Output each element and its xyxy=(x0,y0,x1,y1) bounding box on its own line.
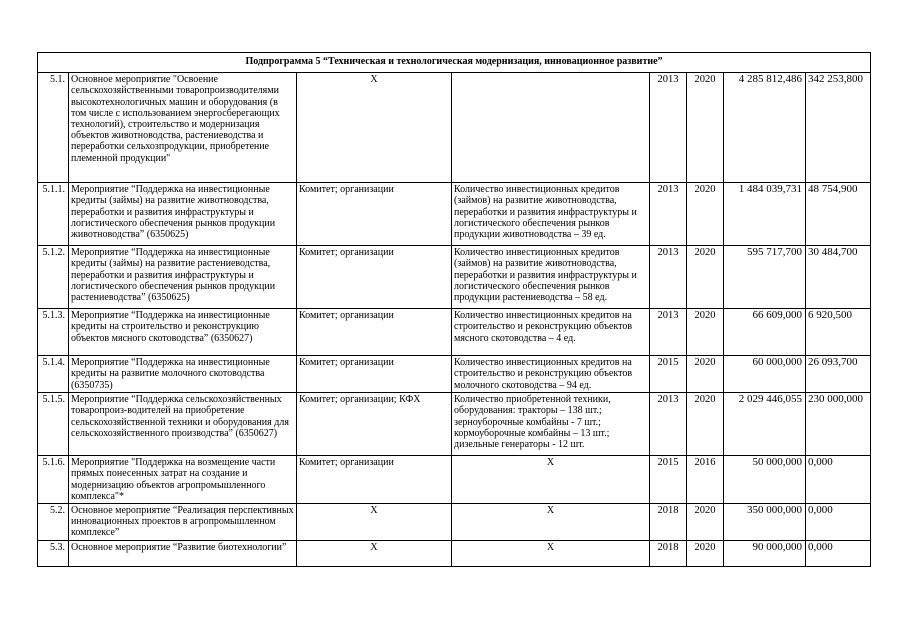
activity-name-cell: Мероприятие "Поддержка на возмещение части прямых понесенных затрат на создание и модернизацию объектов агропромышленного комплекса"* xyxy=(69,456,297,504)
end-year-cell: 2020 xyxy=(687,356,724,393)
start-year-cell: 2013 xyxy=(650,393,687,456)
table-row xyxy=(38,540,871,566)
row-number-cell: 5.3. xyxy=(38,540,69,566)
row-number-cell: 5.1.3. xyxy=(38,309,69,356)
start-year-cell: 2013 xyxy=(650,183,687,246)
start-year-cell: 2015 xyxy=(650,456,687,504)
end-year-cell: 2020 xyxy=(687,309,724,356)
end-year-cell: 2020 xyxy=(687,183,724,246)
start-year-cell: 2018 xyxy=(650,540,687,566)
executor-cell: Комитет; организации xyxy=(297,246,452,309)
row-number-cell: 5.1.2. xyxy=(38,246,69,309)
end-year-cell: 2020 xyxy=(687,73,724,183)
activity-name-cell: Мероприятие “Поддержка на инвестиционные кредиты (займы) на развитие растениеводства, переработки и развития инфраструктуры и логистического обеспечения рынков продукции растениеводства” (6350625) xyxy=(69,246,297,309)
indicator-cell: Х xyxy=(452,504,650,541)
table-row xyxy=(38,356,871,393)
executor-cell: Х xyxy=(297,504,452,541)
row-number-cell: 5.1.5. xyxy=(38,393,69,456)
table-row xyxy=(38,309,871,356)
activity-name-cell: Мероприятие “Поддержка сельскохозяйственных товаропроиз-водителей на приобретение сельскохозяйственной техники и оборудования для сельскохозяйственного производства” (6350627) xyxy=(69,393,297,456)
amount-cell: 342 253,800 xyxy=(806,73,871,183)
subprogram-header-row xyxy=(38,53,871,73)
total-amount-cell: 350 000,000 xyxy=(724,504,806,541)
executor-cell: Комитет; организации xyxy=(297,356,452,393)
indicator-cell: Количество инвестиционных кредитов (займов) на развитие животноводства, переработки и развития инфраструктуры и логистического обеспечения рынков продукции растениеводства – 58 ед. xyxy=(452,246,650,309)
table-row xyxy=(38,393,871,456)
row-number-cell: 5.1. xyxy=(38,73,69,183)
start-year-cell: 2013 xyxy=(650,309,687,356)
activity-name-cell: Основное мероприятие “Развитие биотехнологии” xyxy=(69,540,297,566)
end-year-cell: 2020 xyxy=(687,393,724,456)
activity-name-cell: Основное мероприятие "Освоение сельскохозяйственными товаропроизводителями высокотехнологичных машин и оборудования (в том числе с использованием энергосберегающих технологий), строительство и модернизация объектов животноводства, растениеводства и переработки сельхозпродукции, приобретение племенной продукции" xyxy=(69,73,297,183)
amount-cell: 0,000 xyxy=(806,456,871,504)
amount-cell: 0,000 xyxy=(806,540,871,566)
total-amount-cell: 4 285 812,486 xyxy=(724,73,806,183)
row-number-cell: 5.1.4. xyxy=(38,356,69,393)
indicator-cell: Количество приобретенной техники, оборудования: тракторы – 138 шт.; зерноуборочные комбайны - 7 шт.; кормоуборочные комбайны – 13 шт.; дизельные генераторы - 12 шт. xyxy=(452,393,650,456)
table-row xyxy=(38,73,871,183)
table-row xyxy=(38,504,871,541)
row-number-cell: 5.1.6. xyxy=(38,456,69,504)
start-year-cell: 2015 xyxy=(650,356,687,393)
indicator-cell: Х xyxy=(452,456,650,504)
total-amount-cell: 90 000,000 xyxy=(724,540,806,566)
executor-cell: Комитет; организации xyxy=(297,456,452,504)
total-amount-cell: 1 484 039,731 xyxy=(724,183,806,246)
amount-cell: 230 000,000 xyxy=(806,393,871,456)
end-year-cell: 2020 xyxy=(687,246,724,309)
table-row xyxy=(38,246,871,309)
executor-cell: Х xyxy=(297,73,452,183)
executor-cell: Комитет; организации xyxy=(297,309,452,356)
end-year-cell: 2016 xyxy=(687,456,724,504)
table-row xyxy=(38,183,871,246)
indicator-cell: Количество инвестиционных кредитов на строительство и реконструкцию объектов мясного скотоводства – 4 ед. xyxy=(452,309,650,356)
total-amount-cell: 2 029 446,055 xyxy=(724,393,806,456)
subprogram-title: Подпрограмма 5 “Техническая и технологическая модернизация, инновационное развитие” xyxy=(38,53,871,73)
executor-cell: Комитет; организации; КФХ xyxy=(297,393,452,456)
amount-cell: 0,000 xyxy=(806,504,871,541)
indicator-cell: Х xyxy=(452,540,650,566)
subprogram-table xyxy=(37,52,871,567)
total-amount-cell: 595 717,700 xyxy=(724,246,806,309)
end-year-cell: 2020 xyxy=(687,540,724,566)
executor-cell: Х xyxy=(297,540,452,566)
amount-cell: 6 920,500 xyxy=(806,309,871,356)
indicator-cell xyxy=(452,73,650,183)
activity-name-cell: Мероприятие “Поддержка на инвестиционные кредиты на строительство и реконструкцию объектов мясного скотоводства” (6350627) xyxy=(69,309,297,356)
row-number-cell: 5.2. xyxy=(38,504,69,541)
amount-cell: 26 093,700 xyxy=(806,356,871,393)
amount-cell: 30 484,700 xyxy=(806,246,871,309)
total-amount-cell: 60 000,000 xyxy=(724,356,806,393)
amount-cell: 48 754,900 xyxy=(806,183,871,246)
activity-name-cell: Мероприятие “Поддержка на инвестиционные кредиты на развитие молочного скотоводства (6350735) xyxy=(69,356,297,393)
total-amount-cell: 66 609,000 xyxy=(724,309,806,356)
end-year-cell: 2020 xyxy=(687,504,724,541)
start-year-cell: 2013 xyxy=(650,246,687,309)
start-year-cell: 2018 xyxy=(650,504,687,541)
table-row xyxy=(38,456,871,504)
executor-cell: Комитет; организации xyxy=(297,183,452,246)
activity-name-cell: Мероприятие “Поддержка на инвестиционные кредиты (займы) на развитие животноводства, переработки и развития инфраструктуры и логистического обеспечения рынков продукции животноводства” (6350625) xyxy=(69,183,297,246)
total-amount-cell: 50 000,000 xyxy=(724,456,806,504)
row-number-cell: 5.1.1. xyxy=(38,183,69,246)
activity-name-cell: Основное мероприятие “Реализация перспективных инновационных проектов в агропромышленном комплексе” xyxy=(69,504,297,541)
start-year-cell: 2013 xyxy=(650,73,687,183)
indicator-cell: Количество инвестиционных кредитов на строительство и реконструкцию объектов молочного скотоводства – 94 ед. xyxy=(452,356,650,393)
indicator-cell: Количество инвестиционных кредитов (займов) на развитие животноводства, переработки и развития инфраструктуры и логистического обеспечения рынков продукции животноводства – 39 ед. xyxy=(452,183,650,246)
